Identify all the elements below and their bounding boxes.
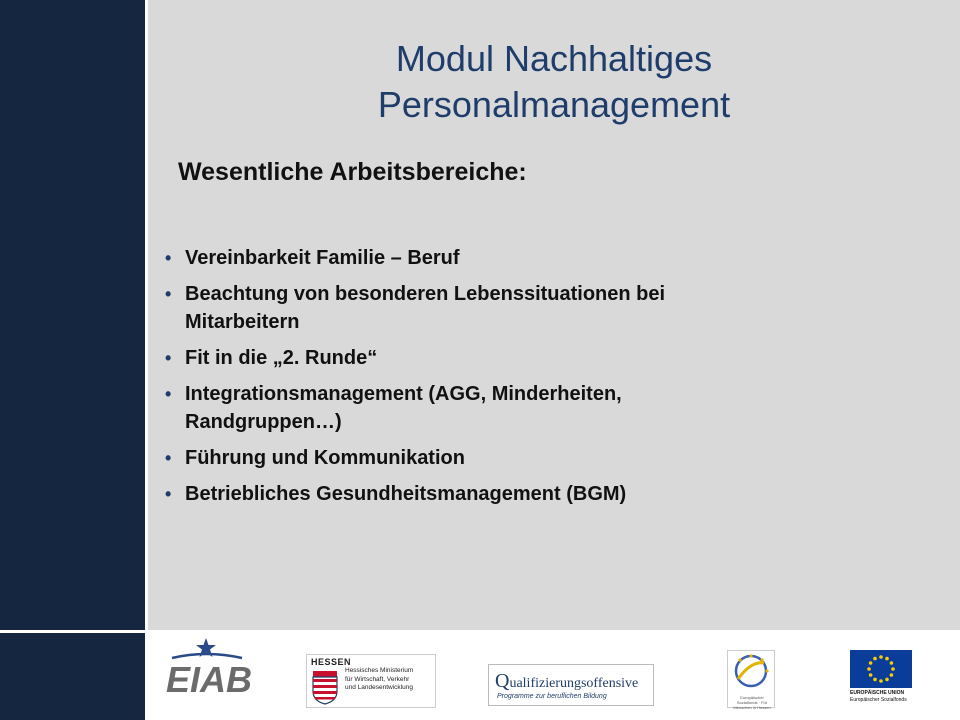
bullet-item	[165, 380, 865, 436]
left-sidebar	[0, 0, 148, 720]
hessen-lion-crest-icon	[311, 669, 339, 705]
bullet-icon: •	[165, 348, 172, 368]
hessen-word: HESSEN	[311, 657, 352, 667]
bullet-icon: •	[165, 484, 172, 504]
slide-title-line1: Modul Nachhaltiges	[395, 38, 713, 79]
hessen-line: und Landesentwicklung	[345, 684, 413, 691]
bullet-item	[165, 280, 865, 336]
eu-text	[850, 690, 912, 704]
slide-subtitle: Wesentliche Arbeitsbereiche:	[178, 158, 527, 186]
bullet-item	[165, 344, 865, 372]
bullet-text: Fit in die „2. Runde“	[185, 347, 378, 369]
eu-stars-icon	[850, 650, 912, 688]
bullet-text: Betriebliches Gesundheitsmanagement (BGM)	[185, 483, 627, 505]
bullet-icon: •	[165, 448, 172, 468]
bullet-icon: •	[165, 248, 172, 268]
eiab-text: EIAB	[166, 659, 253, 698]
quali-initial: Q	[495, 670, 510, 692]
eu-text-line2: Europäischer Sozialfonds	[850, 697, 907, 703]
eu-logo	[850, 650, 912, 708]
qualifizierungsoffensive-logo	[488, 664, 654, 706]
esf-logo	[727, 650, 775, 708]
quali-title	[495, 670, 638, 693]
hessen-ministry-logo	[306, 654, 436, 708]
hessen-ministry-text	[345, 667, 435, 693]
hessen-line: Hessisches Ministerium	[345, 667, 414, 674]
bullet-icon: •	[165, 284, 172, 304]
bullet-item	[165, 244, 865, 272]
bullet-text-continuation: Randgruppen…)	[185, 411, 342, 433]
bullet-text: Führung und Kommunikation	[185, 447, 465, 469]
slide-title-line2: Personalmanagement	[377, 84, 731, 125]
slide-title	[148, 36, 960, 128]
eu-flag-icon	[850, 650, 912, 688]
bullet-item	[165, 444, 865, 472]
bullet-icon: •	[165, 384, 172, 404]
bullet-text: Integrationsmanagement (AGG, Minderheiten,	[185, 383, 622, 405]
eiab-logo	[162, 636, 272, 698]
esf-text: Europäischer Sozialfonds · Für Menschen in Hessen	[733, 695, 771, 710]
bullet-text-continuation: Mitarbeitern	[185, 311, 300, 333]
quali-subtitle: Programme zur beruflichen Bildung	[497, 693, 607, 700]
bullet-text: Beachtung von besonderen Lebenssituationen bei	[185, 283, 666, 305]
hessen-line: für Wirtschaft, Verkehr	[345, 675, 410, 683]
quali-word: ualifizierungsoffensive	[509, 676, 639, 691]
bullet-list	[165, 244, 865, 516]
eu-text-line1: EUROPÄISCHE UNION	[850, 690, 905, 696]
star-icon	[162, 636, 272, 698]
bullet-item	[165, 480, 865, 508]
esf-star-circle-icon	[728, 651, 774, 693]
bullet-text: Vereinbarkeit Familie – Beruf	[185, 247, 460, 269]
